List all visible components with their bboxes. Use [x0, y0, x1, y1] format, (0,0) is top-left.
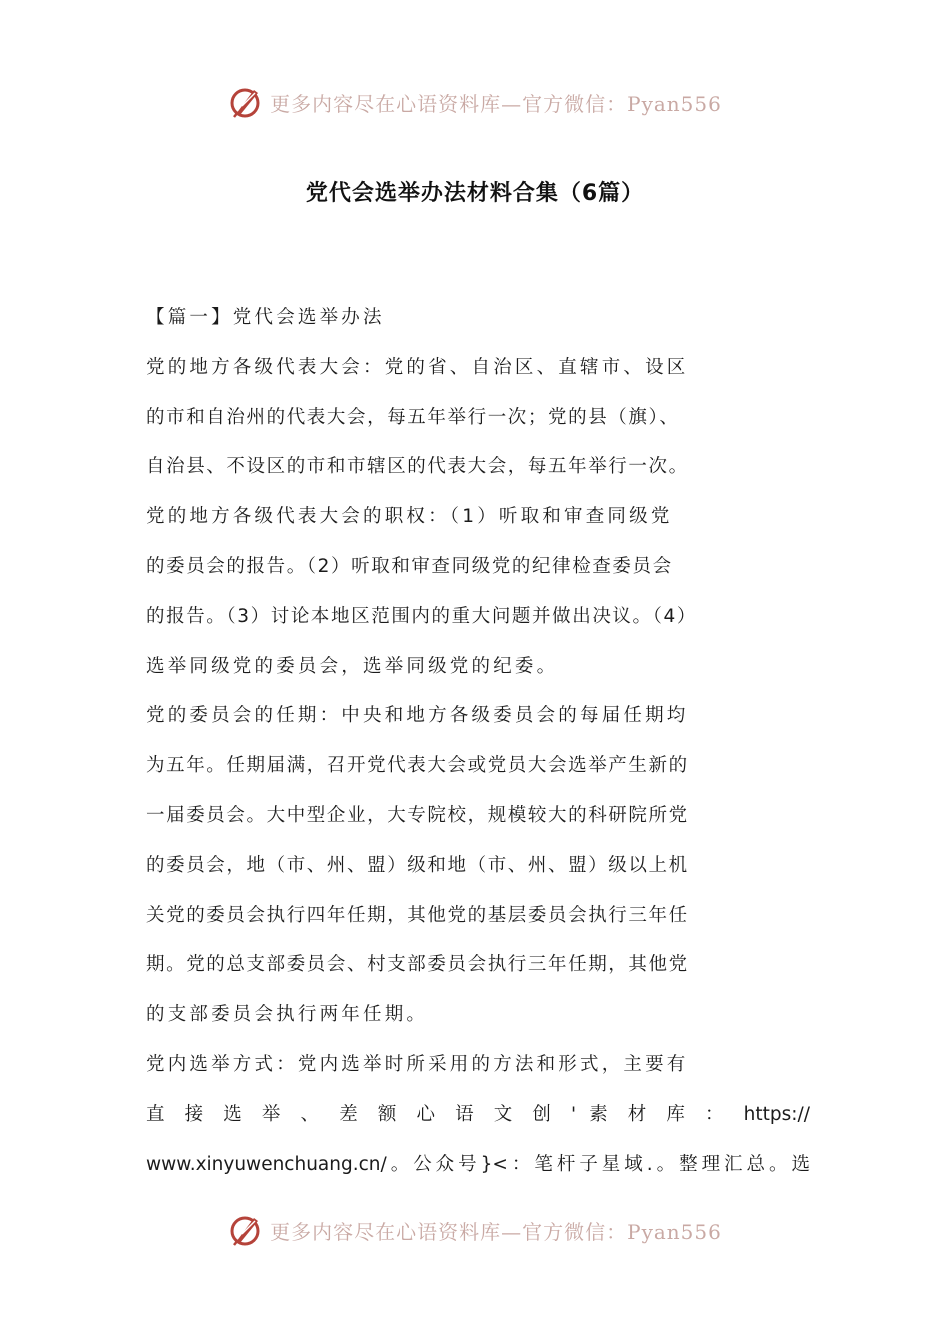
- body-line: www.xinyuwenchuang.cn/。公众号}<：笔杆子星域.。整理汇总。选: [146, 1153, 810, 1175]
- body-line: 党的地方各级代表大会的职权：（1）听取和审查同级党: [146, 506, 673, 528]
- body-line: 选举同级党的委员会，选举同级党的纪委。: [146, 655, 559, 677]
- footer-banner: [0, 1210, 950, 1250]
- header-banner: [0, 82, 950, 122]
- footer-wechat-id: Pyan556: [627, 1219, 722, 1244]
- header-wechat-id: Pyan556: [627, 91, 722, 116]
- footer-banner-text: [270, 1216, 722, 1245]
- quill-logo-icon: [228, 1212, 264, 1248]
- body-line: 期。党的总支部委员会、村支部委员会执行三年任期，其他党: [146, 954, 689, 976]
- section-heading: 【篇一】党代会选举办法: [146, 307, 385, 328]
- body-line: 关党的委员会执行四年任期，其他党的基层委员会执行三年任: [146, 904, 689, 926]
- footer-banner-label: 更多内容尽在心语资料库—官方微信：: [270, 1219, 628, 1244]
- body-line: 的报告。（3）讨论本地区范围内的重大问题并做出决议。（4）: [146, 605, 697, 627]
- body-line: 一届委员会。大中型企业，大专院校，规模较大的科研院所党: [146, 804, 689, 826]
- quill-logo-icon: [228, 84, 264, 120]
- body-line: 的市和自治州的代表大会，每五年举行一次；党的县（旗）、: [146, 406, 680, 428]
- header-banner-label: 更多内容尽在心语资料库—官方微信：: [270, 91, 628, 116]
- body-line: 党内选举方式：党内选举时所采用的方法和形式，主要有: [146, 1053, 689, 1075]
- document-title: 党代会选举办法材料合集（6篇）: [305, 181, 645, 206]
- body-line: 直 接 选 举 、 差 额 心 语 文 创 ' 素 材 库 ： https://: [146, 1103, 810, 1125]
- body-line: 自治县、不设区的市和市辖区的代表大会，每五年举行一次。: [146, 456, 689, 478]
- body-line: 党的委员会的任期：中央和地方各级委员会的每届任期均: [146, 705, 689, 727]
- body-line: 的支部委员会执行两年任期。: [146, 1004, 429, 1026]
- body-line: 的委员会的报告。（2）听取和审查同级党的纪律检查委员会: [146, 555, 673, 577]
- body-line: 党的地方各级代表大会：党的省、自治区、直辖市、设区: [146, 356, 689, 378]
- document-body: [146, 293, 810, 1189]
- body-line: 为五年。任期届满，召开党代表大会或党员大会选举产生新的: [146, 755, 689, 777]
- body-line: 的委员会，地（市、州、盟）级和地（市、州、盟）级以上机: [146, 854, 689, 876]
- header-banner-text: [270, 88, 722, 117]
